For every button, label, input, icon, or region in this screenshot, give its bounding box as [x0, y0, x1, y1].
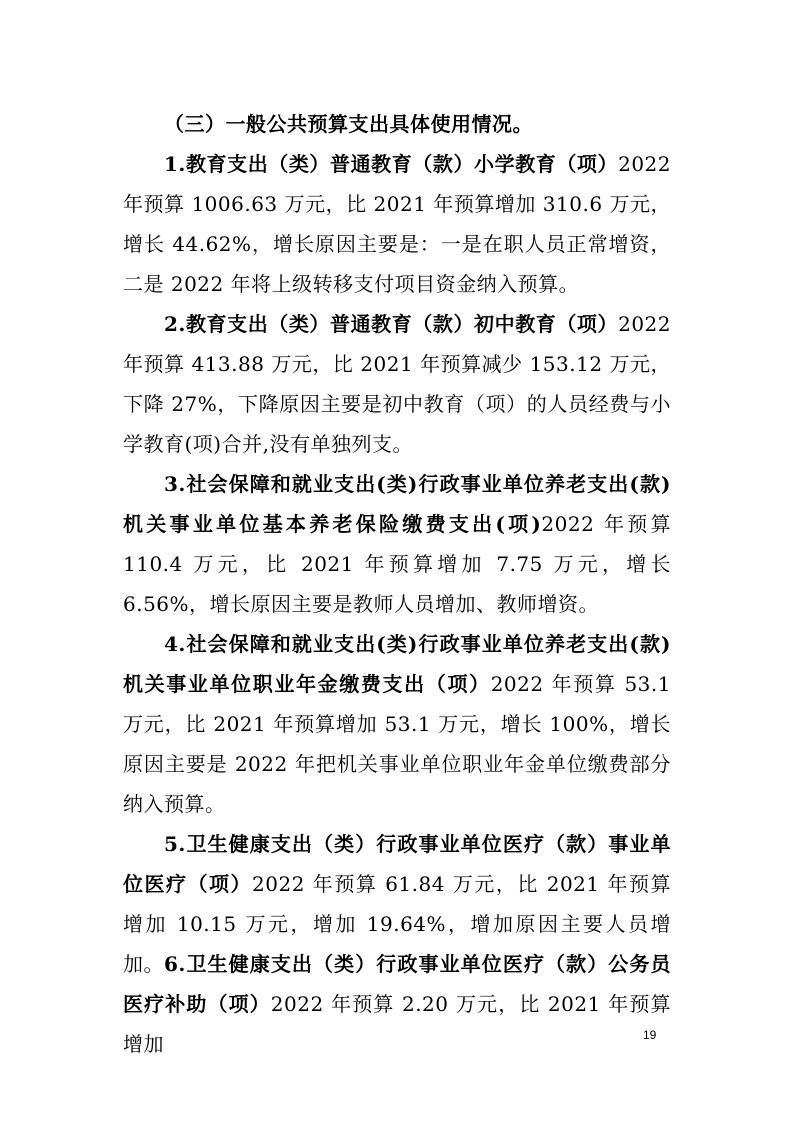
item-4-body: 2022 年预算 53.1 万元，比 2021 年预算增加 53.1 万元，增长 100%，增长原因主要是 2022 年把机关事业单位职业年金单位缴费部分纳入预算。: [123, 672, 671, 816]
item-1-body: 2022 年预算 1006.63 万元，比 2021 年预算增加 310.6 万元，增长 44.62%，增长原因主要是：一是在职人员正常增资，二是 2022 年将上级转移支付项目资金纳入预算。: [123, 152, 671, 296]
item-1-title: 1.教育支出（类）普通教育（款）小学教育（项）: [164, 152, 619, 176]
item-5-title: 5.卫生健康支出（类）行政事业单位医疗（款）事业单位医疗（项）: [123, 832, 671, 896]
item-4-title: 4.社会保障和就业支出(类)行政事业单位养老支出(款)机关事业单位职业年金缴费支出（项）: [123, 632, 671, 696]
item-2-body: 2022 年预算 413.88 万元，比 2021 年预算减少 153.12 万元，下降 27%，下降原因主要是初中教育（项）的人员经费与小学教育(项)合并,没有单独列支。: [123, 312, 671, 456]
item-3: [123, 464, 671, 624]
item-2: [123, 304, 671, 464]
item-3-body: 2022 年预算 110.4 万元，比 2021 年预算增加 7.75 万元，增长 6.56%，增长原因主要是教师人员增加、教师增资。: [123, 512, 671, 616]
item-6-body: 2022 年预算 2.20 万元，比 2021 年预算增加: [123, 992, 671, 1056]
item-6: [123, 944, 671, 1064]
item-4: [123, 624, 671, 824]
item-5-body: 2022 年预算 61.84 万元，比 2021 年预算增加 10.15 万元，增加 19.64%，增加原因主要人员增加。: [123, 872, 671, 976]
item-2-title: 2.教育支出（类）普通教育（款）初中教育（项）: [164, 312, 619, 336]
item-3-title: 3.社会保障和就业支出(类)行政事业单位养老支出(款)机关事业单位基本养老保险缴费支出(项): [123, 472, 671, 536]
page-number: 19: [643, 1028, 657, 1042]
item-1: [123, 144, 671, 304]
section-heading: （三）一般公共预算支出具体使用情况。: [164, 112, 533, 136]
item-6-title: 6.卫生健康支出（类）行政事业单位医疗（款）公务员医疗补助（项）: [123, 952, 671, 1016]
